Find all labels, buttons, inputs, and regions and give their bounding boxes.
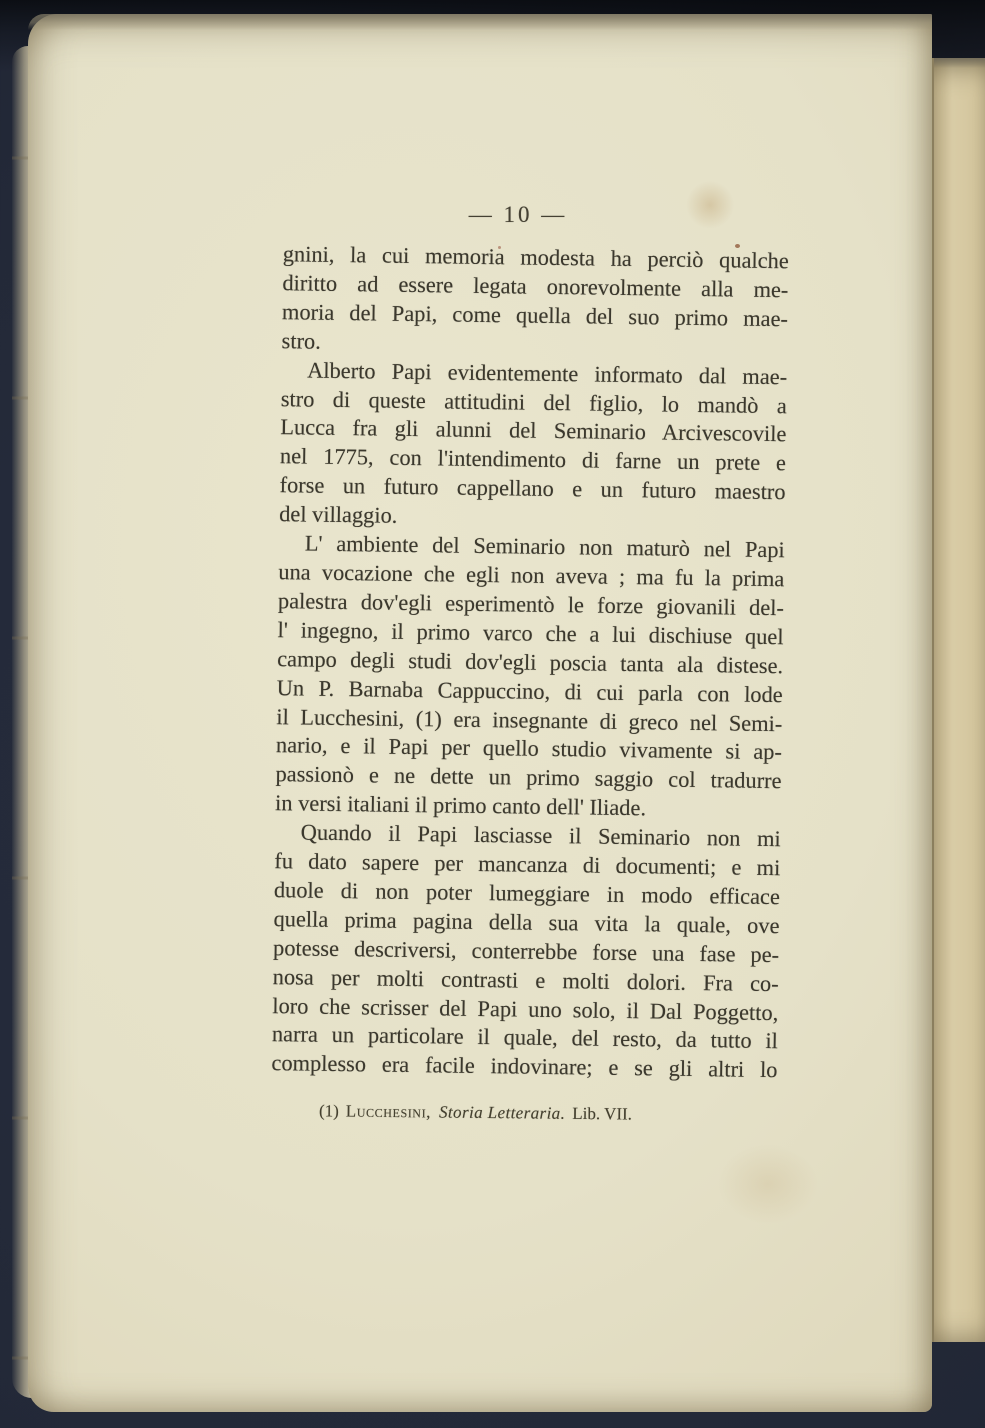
footnote <box>319 1101 839 1126</box>
text-line: l' ingegno, il primo varco che a lui dischiuse quel <box>277 616 784 649</box>
text-line: il Lucchesini, (1) era insegnante di greco nel Semi- <box>276 703 783 736</box>
text-line: loro che scrisser del Papi uno solo, il Dal Poggetto, <box>272 992 779 1025</box>
text-line: diritto ad essere legata onorevolmente alla me- <box>282 270 789 303</box>
text-block <box>271 240 789 1085</box>
text-line: in versi italiani il primo canto dell' Iliade. <box>274 790 647 821</box>
footnote-author: Lucchesini, <box>345 1101 432 1122</box>
text-line: gnini, la cui memoria modesta ha perciò qualche <box>282 241 789 274</box>
paragraph <box>271 818 781 1085</box>
text-line: campo degli studi dov'egli poscia tanta ala distese. <box>277 645 784 678</box>
text-line: Alberto Papi evidentemente informato dal mae- <box>307 357 788 389</box>
next-page-edge <box>932 58 985 1342</box>
text-line: nosa per molti contrasti e molti dolori. Fra co- <box>272 963 779 996</box>
paragraph <box>279 356 787 536</box>
text-line: stro. <box>281 327 321 354</box>
text-line: potesse descriversi, conterrebbe forse una fase pe- <box>272 934 780 967</box>
text-line: fu dato sapere per mancanza di documenti; e mi <box>274 848 781 881</box>
text-line: Quando il Papi lasciasse il Seminario non mi <box>300 819 781 852</box>
text-line: palestra dov'egli esperimentò le forze giovanili del- <box>277 588 785 621</box>
page-number: — 10 — <box>468 202 568 227</box>
text-line: Un P. Barnaba Cappuccino, di cui parla con lode <box>276 674 783 707</box>
text-line: una vocazione che egli non aveva ; ma fu la prima <box>278 559 785 592</box>
text-line: stro di queste attitudini del figlio, lo mandò a <box>280 385 787 418</box>
text-line: forse un futuro cappellano e un futuro maestro <box>279 472 786 505</box>
paragraph <box>275 529 785 825</box>
footnote-marker: (1) <box>318 1101 339 1121</box>
text-line: quella prima pagina della sua vita la quale, ove <box>273 905 780 939</box>
footnote-title: Storia Letteraria. <box>438 1102 566 1123</box>
text-line: duole di non poter lumeggiare in modo efficace <box>273 877 781 910</box>
footnote-volume: Lib. VII. <box>572 1103 633 1124</box>
paragraph <box>281 240 789 363</box>
text-line: Lucca fra gli alunni del Seminario Arcivescovile <box>280 414 787 447</box>
text-line: complesso era facile indovinare; e se gli altri lo <box>271 1050 778 1083</box>
text-line: passionò e ne dette un primo saggio col tradurre <box>275 761 782 794</box>
text-line: L' ambiente del Seminario non maturò nel Papi <box>304 530 785 563</box>
text-line: moria del Papi, come quella del suo primo mae- <box>281 298 789 332</box>
text-line: nario, e il Papi per quello studio vivamente si ap- <box>275 732 783 765</box>
text-line: narra un particolare il quale, del resto, da tutto il <box>271 1021 779 1054</box>
text-line: nel 1775, con l'intendimento di farne un prete e <box>279 443 787 476</box>
text-line: del villaggio. <box>279 501 398 528</box>
page-top-edge <box>28 14 932 30</box>
book-page <box>28 14 932 1412</box>
